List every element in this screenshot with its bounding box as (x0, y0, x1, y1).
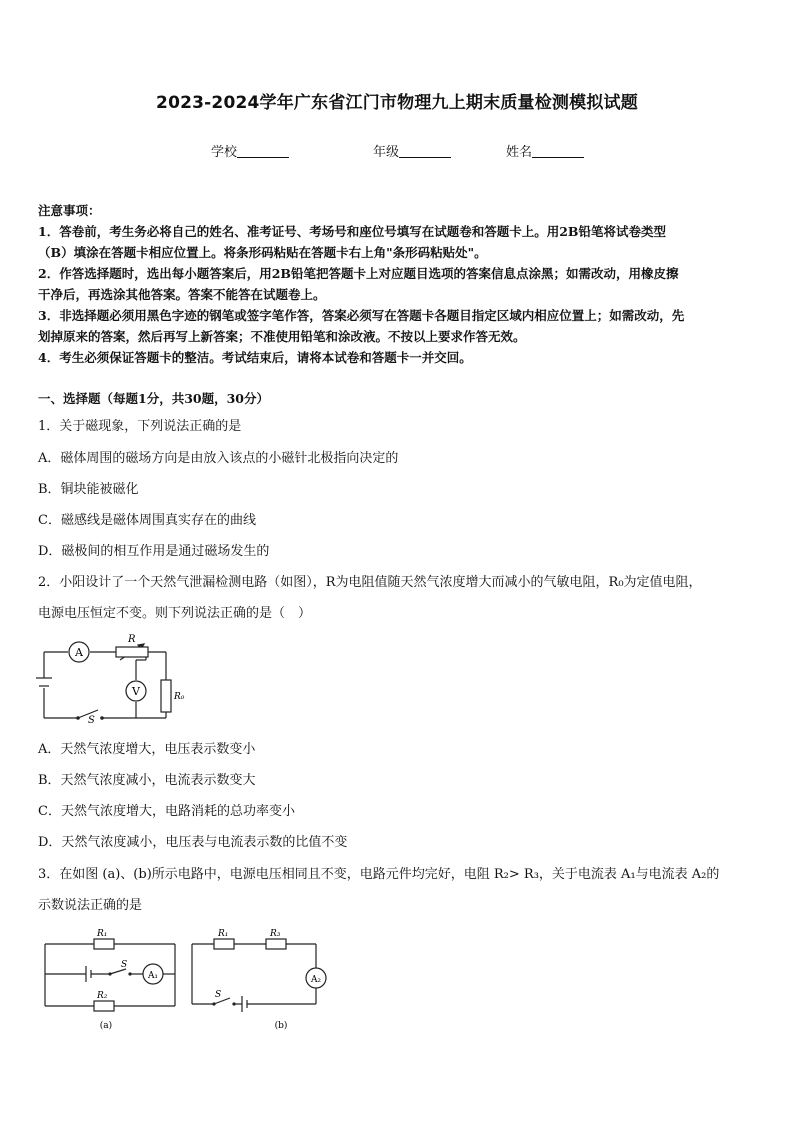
r2-label: R₂ (97, 991, 108, 1001)
notice-line: 干净后，再选涂其他答案。答案不能答在试题卷上。 (38, 287, 326, 302)
q1-option-c: C．磁感线是磁体周围真实存在的曲线 (38, 513, 256, 528)
name-blank (532, 145, 584, 158)
fixed-resistor (161, 680, 171, 712)
grade-label: 年级 (373, 145, 400, 160)
q2-option-b: B．天然气浓度减小，电流表示数变大 (38, 773, 256, 788)
grade-blank (399, 145, 451, 158)
r1-label: R₁ (97, 929, 108, 939)
notice-heading: 注意事项： (38, 203, 101, 218)
page-title: 2023-2024学年广东省江门市物理九上期末质量检测模拟试题 (156, 93, 638, 113)
ammeter-a1-label: A₁ (147, 971, 159, 981)
r3-label: R₃ (270, 929, 281, 939)
resistor-r2 (94, 1001, 114, 1011)
question-2-stem: 2．小阳设计了一个天然气泄漏检测电路（如图），R为电阻值随天然气浓度增大而减小的气敏电阻，R₀为定值电阻， (38, 575, 702, 590)
q3-figure-a (40, 928, 180, 1034)
voltmeter-label: V (132, 685, 140, 698)
name-label: 姓名 (506, 145, 533, 160)
resistor-r1 (214, 939, 234, 949)
switch-label: S (215, 990, 222, 1000)
question-1-stem: 1．关于磁现象，下列说法正确的是 (38, 419, 242, 434)
notice-line: 4．考生必须保证答题卡的整洁。考试结束后，请将本试卷和答题卡一并交回。 (38, 350, 472, 365)
q1-option-a: A．磁体周围的磁场方向是由放入该点的小磁针北极指向决定的 (38, 451, 399, 466)
variable-resistor (116, 647, 148, 657)
question-2-stem-cont: 电源电压恒定不变。则下列说法正确的是（ ） (38, 606, 312, 621)
figure-a-caption: (a) (99, 1021, 113, 1031)
switch-label: S (121, 960, 128, 970)
q2-option-c: C．天然气浓度增大，电路消耗的总功率变小 (38, 804, 295, 819)
q3-figure-b (188, 928, 328, 1034)
notice-line: 3．非选择题必须用黑色字迹的钢笔或签字笔作答，答案必须写在答题卡各题目指定区域内相应位置上；如需改动，先 (38, 308, 685, 323)
q1-option-b: B．铜块能被磁化 (38, 482, 139, 497)
resistor-r3 (266, 939, 286, 949)
figure-b-caption: (b) (274, 1021, 288, 1031)
section-heading: 一、选择题（每题1分，共30题，30分） (38, 391, 269, 406)
notice-line: 划掉原来的答案，然后再写上新答案；不准使用铅笔和涂改液。不按以上要求作答无效。 (38, 329, 526, 344)
ammeter-a2-label: A₂ (310, 975, 322, 985)
fixed-resistor-label: R₀ (174, 692, 185, 702)
r1-label: R₁ (218, 929, 229, 939)
name-field (506, 141, 584, 160)
resistor-r1 (94, 939, 114, 949)
school-label: 学校 (211, 145, 238, 160)
q2-option-a: A．天然气浓度增大，电压表示数变小 (38, 742, 256, 757)
q2-circuit-diagram (36, 630, 196, 725)
school-blank (237, 145, 289, 158)
question-3-stem-cont: 示数说法正确的是 (38, 898, 143, 913)
q2-option-d: D．天然气浓度减小，电压表与电流表示数的比值不变 (38, 835, 348, 850)
switch-label: S (88, 715, 95, 725)
q1-option-d: D．磁极间的相互作用是通过磁场发生的 (38, 544, 270, 559)
notice-line: 2．作答选择题时，选出每小题答案后，用2B铅笔把答题卡上对应题目选项的答案信息点涂黑；如需改动，用橡皮擦 (38, 266, 679, 281)
question-3-stem: 3．在如图 (a)、(b)所示电路中，电源电压相同且不变，电路元件均完好，电阻 R₂> R₃，关于电流表 A₁与电流表 A₂的 (38, 867, 720, 882)
ammeter-label: A (75, 646, 83, 659)
school-field (211, 141, 289, 160)
notice-line: （B）填涂在答题卡相应位置上。将条形码粘贴在答题卡右上角"条形码粘贴处"。 (38, 245, 487, 260)
grade-field (373, 141, 451, 160)
notice-line: 1．答卷前，考生务必将自己的姓名、准考证号、考场号和座位号填写在试题卷和答题卡上。用2B铅笔将试卷类型 (38, 224, 666, 239)
resistor-label: R (128, 634, 136, 645)
